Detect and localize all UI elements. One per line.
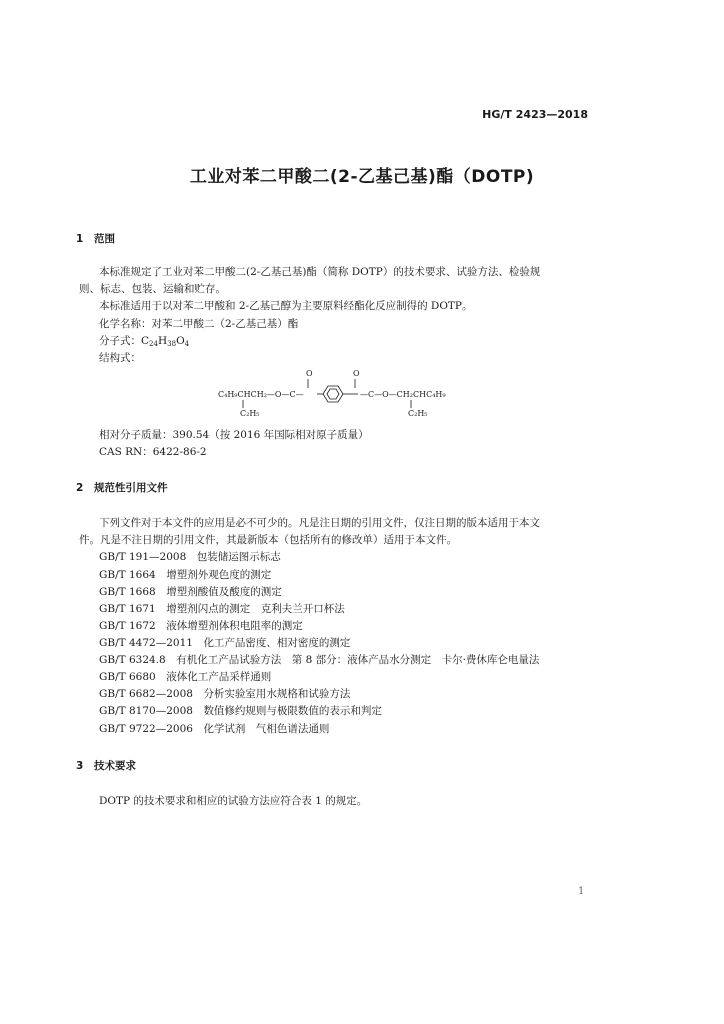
reference-title: 液体化工产品采样通则 — [166, 671, 272, 683]
reference-code: GB/T 6324.8 — [99, 654, 166, 666]
formula-label: 分子式： — [99, 335, 141, 347]
chemical-name: 化学名称：对苯二甲酸二（2-乙基己基）酯 — [99, 318, 299, 330]
cas-number: CAS RN：6422-86-2 — [99, 446, 207, 458]
reference-item — [99, 635, 350, 650]
reference-code: GB/T 6680 — [99, 671, 156, 683]
reference-title: 增塑剂酸值及酸度的测定 — [166, 586, 282, 598]
formula-h-count: 38 — [167, 340, 177, 348]
section-2-number: 2 — [76, 482, 84, 494]
section-3-number: 3 — [76, 760, 84, 772]
reference-title: 包装储运图示标志 — [196, 551, 281, 563]
reference-title: 化学试剂 气相色谱法通则 — [203, 723, 330, 735]
reference-code: GB/T 1672 — [99, 620, 156, 632]
formula-o-count: 4 — [184, 340, 190, 348]
reference-title: 液体增塑剂体积电阻率的测定 — [166, 620, 303, 632]
benzene-inner-ring — [327, 389, 339, 399]
reference-code: GB/T 1668 — [99, 586, 156, 598]
reference-item — [99, 584, 282, 599]
reference-code: GB/T 9722—2006 — [99, 723, 193, 735]
structure-label: 结构式： — [99, 352, 141, 364]
reference-code: GB/T 1664 — [99, 569, 156, 581]
structure-left-ethyl: C₂H₅ — [240, 409, 260, 418]
formula-c-count: 24 — [149, 340, 158, 348]
structural-formula — [210, 366, 460, 424]
structure-right-oxygen: O — [353, 369, 360, 378]
section-2-heading — [76, 480, 168, 495]
document-title: 工业对苯二甲酸二(2-乙基己基)酯（DOTP) — [189, 167, 535, 187]
section-3-heading — [76, 758, 136, 773]
reference-title: 化工产品密度、相对密度的测定 — [203, 637, 351, 649]
scope-applicability: 本标准适用于以对苯二甲酸和 2-乙基己醇为主要原料经酯化反应制得的 DOTP。 — [99, 300, 473, 312]
structure-right-ethyl: C₂H₅ — [408, 409, 428, 418]
scope-para-line2: 则、标志、包装、运输和贮存。 — [79, 283, 226, 295]
structure-left-chain: C₄H₉CHCH₂—O—C— — [218, 390, 304, 399]
section-2-title: 规范性引用文件 — [94, 482, 168, 494]
reference-code: GB/T 1671 — [99, 603, 156, 615]
reference-title: 数值修约规则与极限数值的表示和判定 — [203, 705, 382, 717]
section-1-heading — [76, 231, 115, 246]
reference-item — [99, 721, 329, 736]
relative-molecular-mass: 相对分子质量：390.54（按 2016 年国际相对原子质量） — [99, 429, 369, 441]
formula-c: C — [141, 335, 150, 347]
standard-code: HG/T 2423—2018 — [482, 108, 588, 121]
reference-item — [99, 669, 271, 684]
reference-item — [99, 549, 281, 564]
normative-intro-line1: 下列文件对于本文件的应用是必不可少的。凡是注日期的引用文件，仅注日期的版本适用于本文 — [99, 517, 540, 529]
section-1-number: 1 — [76, 233, 84, 245]
reference-code: GB/T 8170—2008 — [99, 705, 193, 717]
reference-item — [99, 567, 271, 582]
reference-code: GB/T 6682—2008 — [99, 688, 193, 700]
reference-item — [99, 618, 303, 633]
scope-para-line1: 本标准规定了工业对苯二甲酸二(2-乙基己基)酯（简称 DOTP）的技术要求、试验方法、检验规 — [99, 266, 541, 278]
formula-o: O — [176, 335, 185, 347]
reference-title: 增塑剂闪点的测定 克利夫兰开口杯法 — [166, 603, 345, 615]
page-number: 1 — [578, 886, 585, 897]
technical-requirements-para: DOTP 的技术要求和相应的试验方法应符合表 1 的规定。 — [99, 795, 368, 807]
structure-left-oxygen: O — [306, 369, 313, 378]
section-3-title: 技术要求 — [94, 760, 136, 772]
benzene-ring — [323, 386, 343, 402]
reference-item — [99, 652, 539, 667]
reference-item — [99, 601, 345, 616]
section-1-title: 范围 — [94, 233, 115, 245]
formula-h: H — [157, 335, 168, 347]
reference-title: 增塑剂外观色度的测定 — [166, 569, 272, 581]
reference-code: GB/T 191—2008 — [99, 551, 187, 563]
reference-title: 分析实验室用水规格和试验方法 — [203, 688, 351, 700]
normative-intro-line2: 件。凡是不注日期的引用文件，其最新版本（包括所有的修改单）适用于本文件。 — [79, 534, 457, 546]
reference-item — [99, 686, 350, 701]
reference-item — [99, 703, 382, 718]
reference-code: GB/T 4472—2011 — [99, 637, 193, 649]
structure-right-chain: —C—O—CH₂CHC₄H₉ — [360, 390, 446, 399]
reference-title: 有机化工产品试验方法 第 8 部分：液体产品水分测定 卡尔·费休库仑电量法 — [176, 654, 540, 666]
